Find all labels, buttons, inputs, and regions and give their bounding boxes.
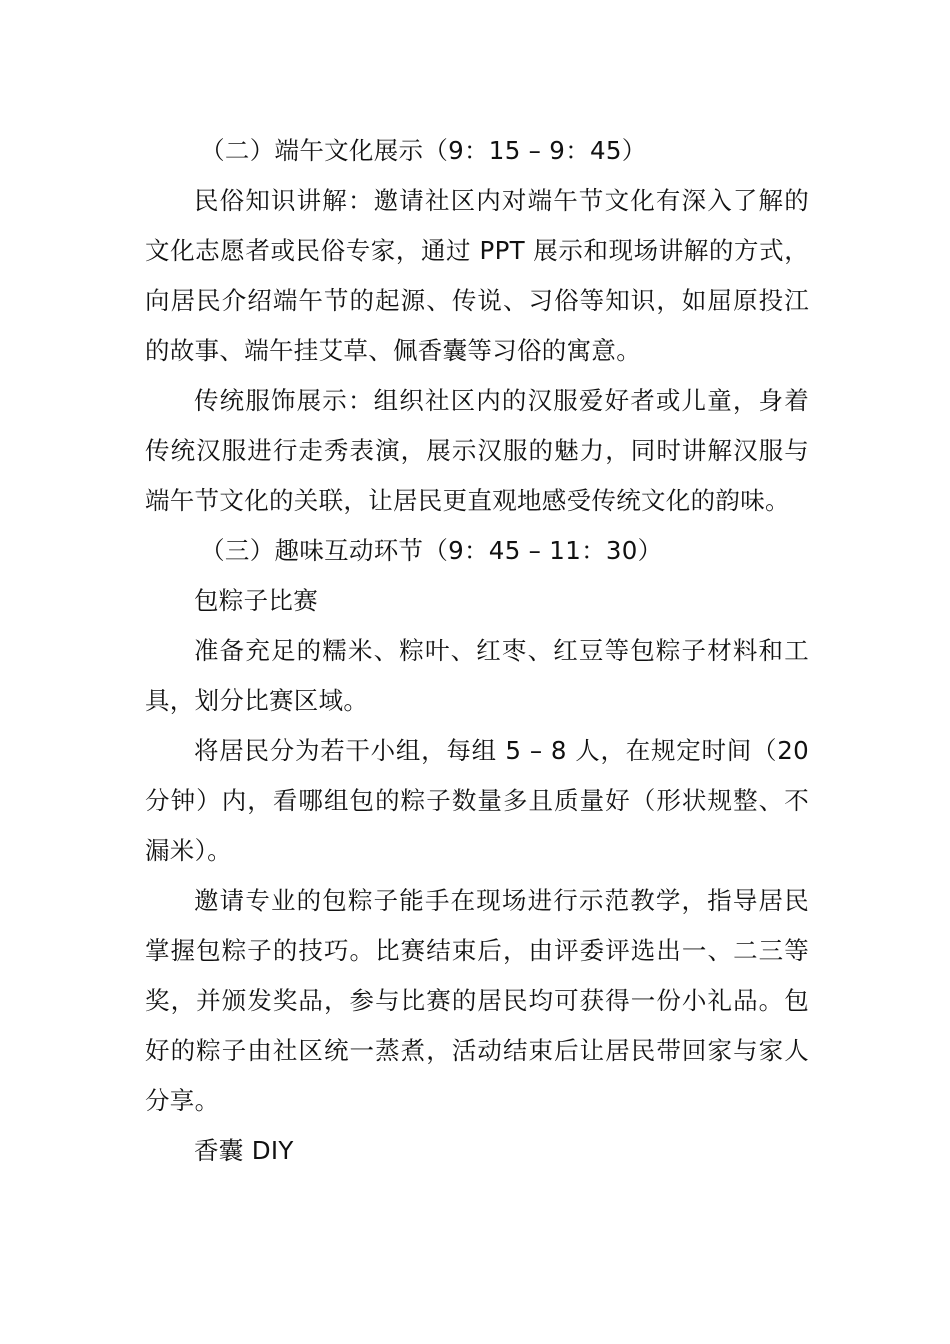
paragraph-zongzi-contest-title: 包粽子比赛 bbox=[194, 586, 318, 615]
section-heading-interactive: （三）趣味互动环节（9：45 – 11：30） bbox=[200, 536, 663, 565]
paragraph-demonstration: 邀请专业的包粽子能手在现场进行示范教学，指导居民掌握包粽子的技巧。比赛结束后，由评委评选出一、二三等奖，并颁发奖品，参与比赛的居民均可获得一份小礼品。包好的粽子由社区统一蒸煮，活动结束后让居民带回家与家人分享。 bbox=[145, 886, 809, 1115]
paragraph-sachet-diy-title: 香囊 DIY bbox=[194, 1136, 294, 1165]
paragraph-materials: 准备充足的糯米、粽叶、红枣、红豆等包粽子材料和工具，划分比赛区域。 bbox=[145, 636, 809, 715]
section-heading-culture: （二）端午文化展示（9：15 – 9：45） bbox=[200, 136, 647, 165]
paragraph-groups: 将居民分为若干小组，每组 5 – 8 人，在规定时间（20 分钟）内，看哪组包的粽子数量多且质量好（形状规整、不漏米）。 bbox=[145, 736, 809, 865]
paragraph-folk-knowledge: 民俗知识讲解：邀请社区内对端午节文化有深入了解的文化志愿者或民俗专家，通过 PPT 展示和现场讲解的方式，向居民介绍端午节的起源、传说、习俗等知识，如屈原投江的故事、端午挂艾草、佩香囊等习俗的寓意。 bbox=[145, 186, 809, 365]
paragraph-costume-show: 传统服饰展示：组织社区内的汉服爱好者或儿童，身着传统汉服进行走秀表演，展示汉服的魅力，同时讲解汉服与端午节文化的关联，让居民更直观地感受传统文化的韵味。 bbox=[145, 386, 809, 515]
document-body bbox=[145, 126, 809, 1176]
